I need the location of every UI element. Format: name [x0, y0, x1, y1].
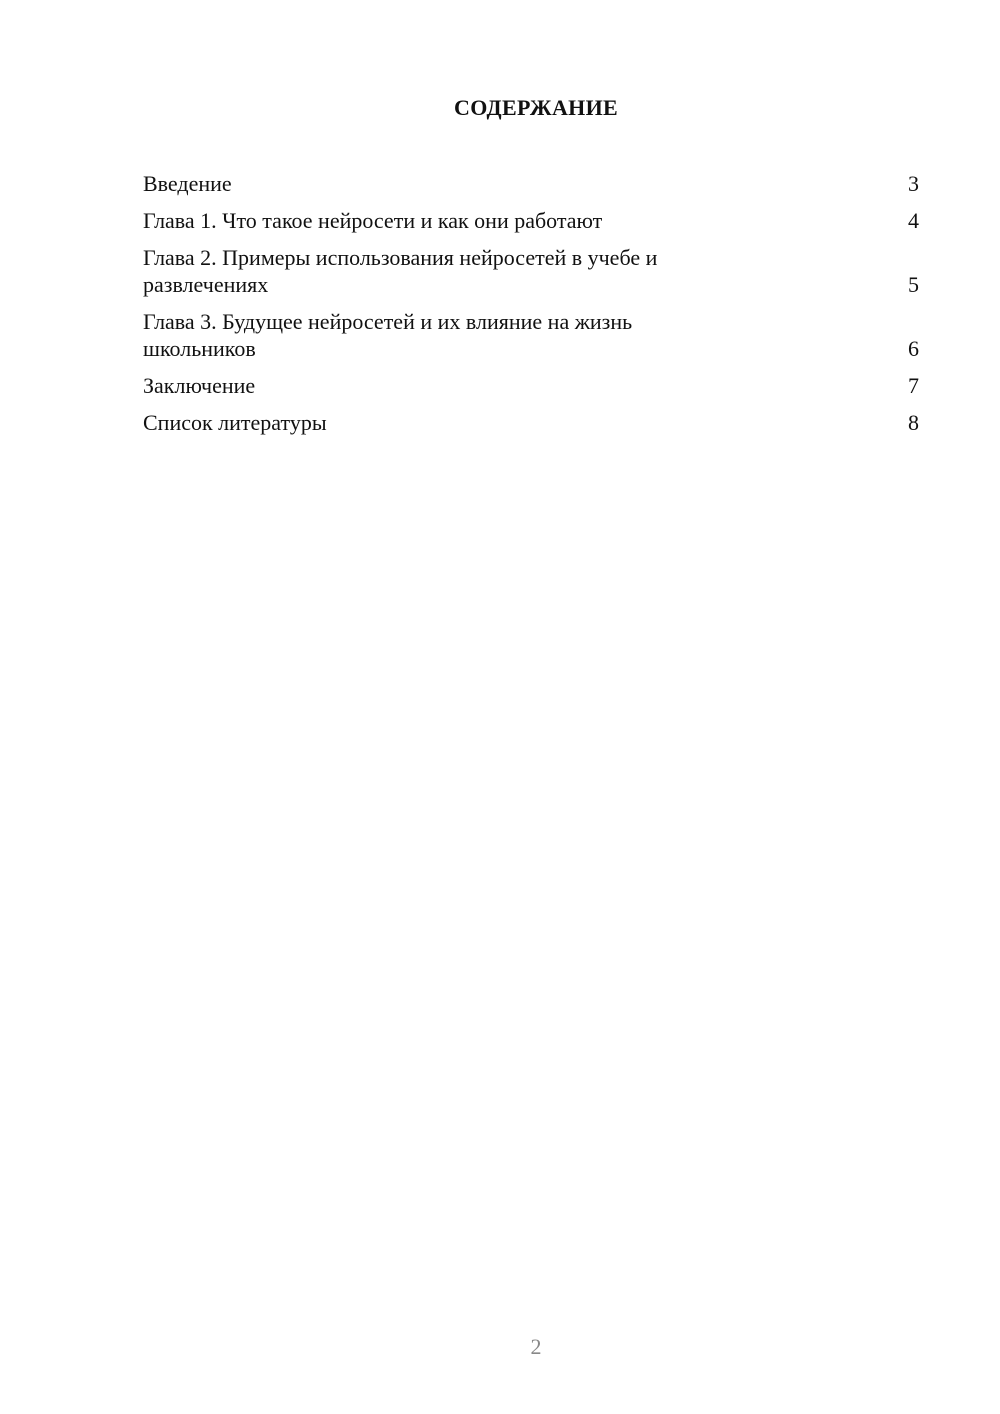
toc-entry-title: Глава 1. Что такое нейросети и как они работают	[143, 208, 603, 233]
toc-entry-chapter-1	[143, 207, 919, 234]
toc-entry-introduction	[143, 170, 919, 197]
toc-entry-title: Глава 3. Будущее нейросетей и их влияние на жизнь школьников	[143, 309, 633, 361]
page-number: 2	[530, 1334, 542, 1359]
toc-entry-chapter-3	[143, 308, 919, 362]
toc-entry-page: 5	[908, 272, 919, 297]
toc-entry-page: 3	[908, 171, 919, 196]
toc-entry-page: 4	[908, 208, 919, 233]
toc-entry-page: 6	[908, 336, 919, 361]
toc-entry-title: Глава 2. Примеры использования нейросетей в учебе и развлечениях	[143, 245, 658, 297]
toc-entry-title: Введение	[143, 171, 232, 196]
toc-entry-page: 8	[908, 410, 919, 435]
toc-entry-page: 7	[908, 373, 919, 398]
page-title: СОДЕРЖАНИЕ	[454, 95, 618, 120]
toc-entry-references	[143, 409, 919, 436]
toc-entry-title: Список литературы	[143, 410, 327, 435]
toc-entry-conclusion	[143, 372, 919, 399]
table-of-contents	[143, 170, 919, 446]
toc-entry-title: Заключение	[143, 373, 256, 398]
toc-entry-chapter-2	[143, 244, 919, 298]
